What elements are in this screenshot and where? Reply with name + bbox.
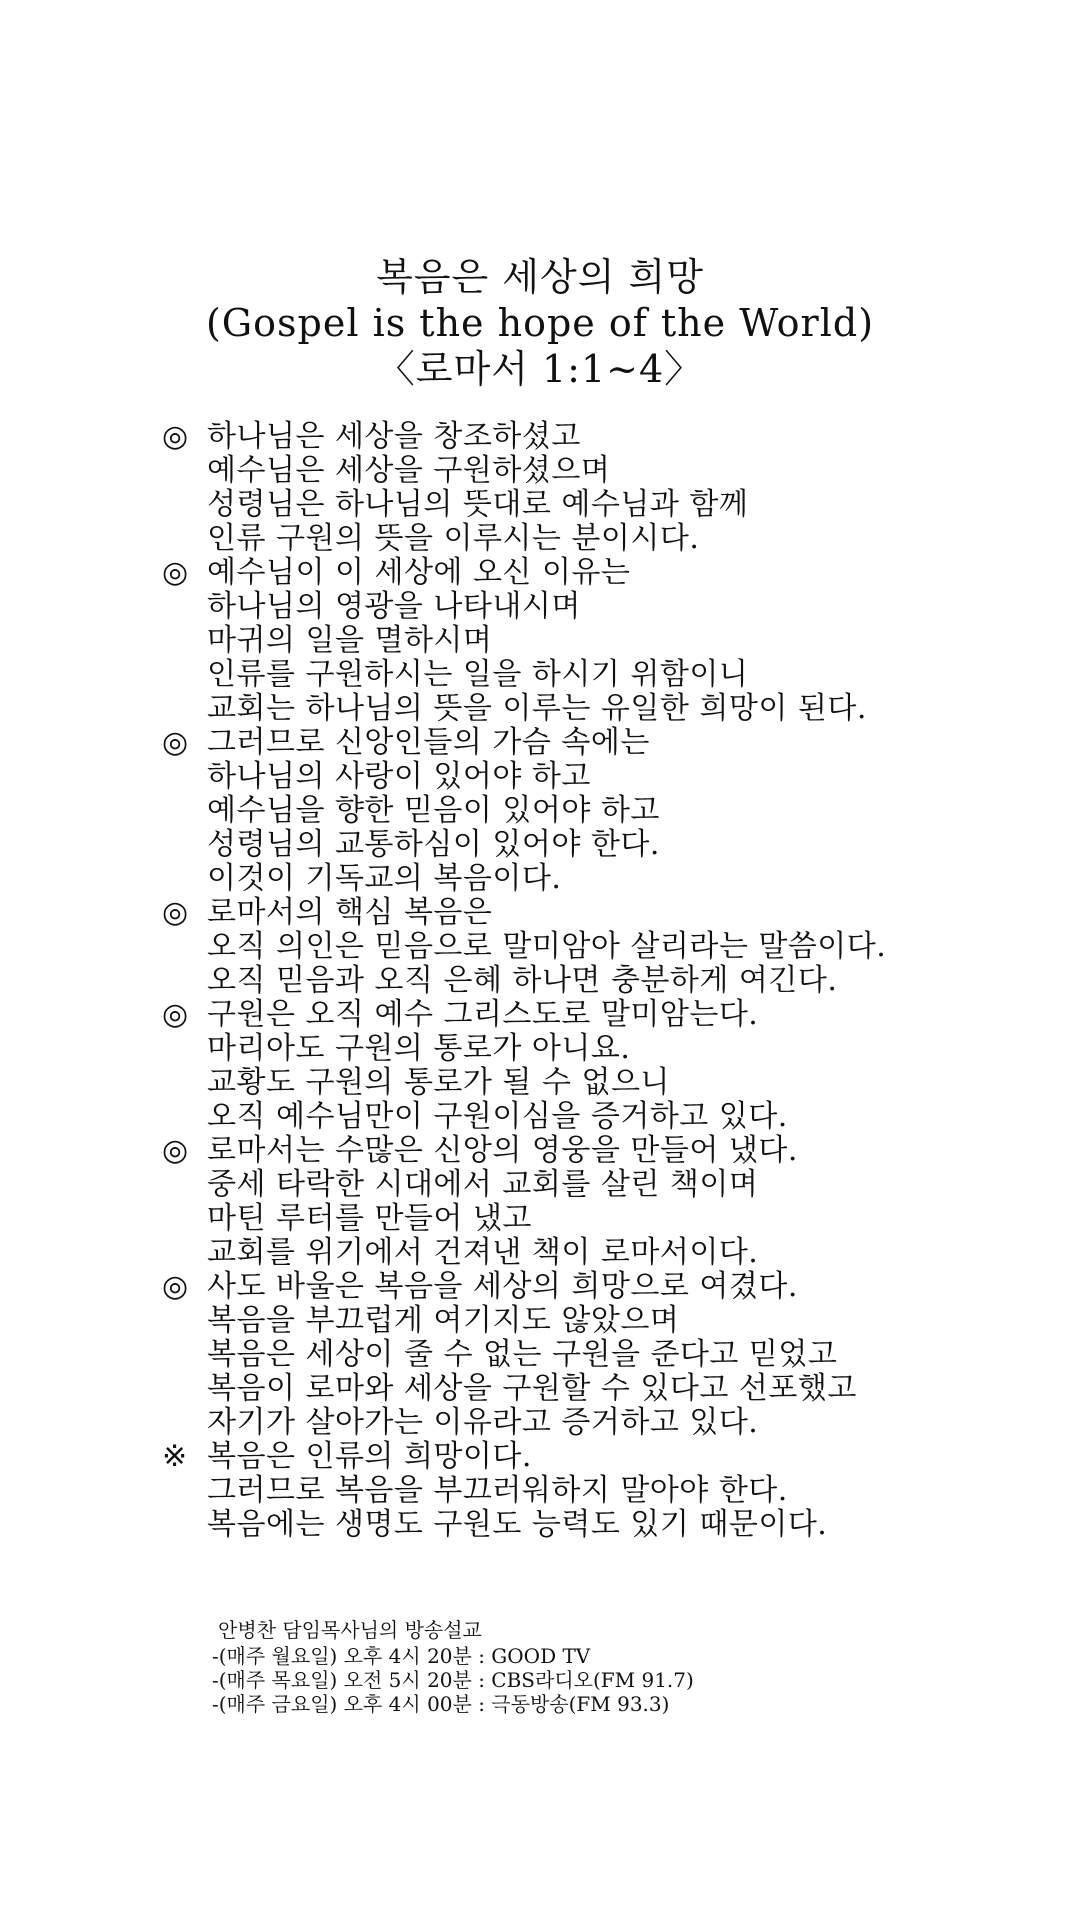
section-line: 복음은 세상이 줄 수 없는 구원을 준다고 믿었고 xyxy=(207,1337,838,1372)
reference-mark: ※ xyxy=(162,1439,188,1474)
section-line: 복음에는 생명도 구원도 능력도 있기 때문이다. xyxy=(207,1507,828,1542)
section-row xyxy=(162,1474,1042,1508)
section-line: 성령님은 하나님의 뜻대로 예수님과 함께 xyxy=(207,487,749,522)
section-line: 로마서의 핵심 복음은 xyxy=(207,895,493,930)
section-line: 마틴 루터를 만들어 냈고 xyxy=(207,1201,532,1236)
section-row xyxy=(162,1066,1042,1100)
section-1 xyxy=(162,420,1042,556)
section-row xyxy=(162,1440,1042,1474)
section-row xyxy=(162,1168,1042,1202)
section-row xyxy=(162,1372,1042,1406)
broadcast-schedule-item: -(매주 월요일) 오후 4시 20분 : GOOD TV xyxy=(212,1644,591,1668)
section-line: 예수님은 세상을 구원하셨으며 xyxy=(207,453,611,488)
sermon-body xyxy=(162,420,1042,1542)
bullet-marker: ◎ xyxy=(162,1269,189,1304)
section-row xyxy=(162,1100,1042,1134)
bullet-marker: ◎ xyxy=(162,997,189,1032)
section-3 xyxy=(162,726,1042,896)
section-row xyxy=(162,420,1042,454)
section-line: 오직 예수님만이 구원이심을 증거하고 있다. xyxy=(207,1099,788,1134)
section-7 xyxy=(162,1270,1042,1440)
section-row xyxy=(162,522,1042,556)
broadcast-info xyxy=(212,1616,912,1716)
bullet-marker: ◎ xyxy=(162,895,189,930)
section-6 xyxy=(162,1134,1042,1270)
broadcast-schedule-item: -(매주 금요일) 오후 4시 00분 : 극동방송(FM 93.3) xyxy=(212,1692,670,1716)
section-row xyxy=(162,624,1042,658)
section-line: 예수님을 향한 믿음이 있어야 하고 xyxy=(207,793,660,828)
section-8 xyxy=(162,1440,1042,1542)
section-row xyxy=(162,930,1042,964)
bullet-marker: ◎ xyxy=(162,725,189,760)
section-row xyxy=(162,1032,1042,1066)
section-row xyxy=(162,760,1042,794)
section-row xyxy=(162,1202,1042,1236)
section-line: 인류 구원의 뜻을 이루시는 분이시다. xyxy=(207,521,700,556)
section-line: 하나님의 영광을 나타내시며 xyxy=(207,589,581,624)
section-line: 교황도 구원의 통로가 될 수 없으니 xyxy=(207,1065,670,1100)
section-row xyxy=(162,964,1042,998)
section-row xyxy=(162,488,1042,522)
section-row xyxy=(162,828,1042,862)
scripture-reference: 〈로마서 1:1~4〉 xyxy=(376,347,704,391)
section-4 xyxy=(162,896,1042,998)
bullet-marker: ◎ xyxy=(162,555,189,590)
section-row xyxy=(162,998,1042,1032)
section-line: 오직 의인은 믿음으로 말미암아 살리라는 말씀이다. xyxy=(207,929,887,964)
section-line: 성령님의 교통하심이 있어야 한다. xyxy=(207,827,660,862)
section-line: 예수님이 이 세상에 오신 이유는 xyxy=(207,555,631,590)
section-line: 로마서는 수많은 신앙의 영웅을 만들어 냈다. xyxy=(207,1133,798,1168)
section-row xyxy=(162,658,1042,692)
section-row xyxy=(162,1304,1042,1338)
broadcast-schedule-item: -(매주 목요일) 오전 5시 20분 : CBS라디오(FM 91.7) xyxy=(212,1668,694,1692)
section-line: 복음이 로마와 세상을 구원할 수 있다고 선포했고 xyxy=(207,1371,857,1406)
section-line: 마리아도 구원의 통로가 아니요. xyxy=(207,1031,631,1066)
section-5 xyxy=(162,998,1042,1134)
section-line: 사도 바울은 복음을 세상의 희망으로 여겼다. xyxy=(207,1269,798,1304)
bullet-marker: ◎ xyxy=(162,419,189,454)
section-row xyxy=(162,1508,1042,1542)
section-line: 그러므로 신앙인들의 가슴 속에는 xyxy=(207,725,650,760)
section-row xyxy=(162,1236,1042,1270)
sermon-title-english: (Gospel is the hope of the World) xyxy=(205,301,875,345)
section-row xyxy=(162,1338,1042,1372)
section-line: 오직 믿음과 오직 은혜 하나면 충분하게 여긴다. xyxy=(207,963,838,998)
title-block xyxy=(0,254,1080,392)
section-line: 그러므로 복음을 부끄러워하지 말아야 한다. xyxy=(207,1473,788,1508)
section-line: 자기가 살아가는 이유라고 증거하고 있다. xyxy=(207,1405,759,1440)
section-line: 마귀의 일을 멸하시며 xyxy=(207,623,493,658)
section-row xyxy=(162,454,1042,488)
section-row xyxy=(162,692,1042,726)
bullet-marker: ◎ xyxy=(162,1133,189,1168)
section-line: 중세 타락한 시대에서 교회를 살린 책이며 xyxy=(207,1167,759,1202)
section-line: 하나님의 사랑이 있어야 하고 xyxy=(207,759,591,794)
section-row xyxy=(162,862,1042,896)
section-line: 복음을 부끄럽게 여기지도 않았으며 xyxy=(207,1303,680,1338)
section-line: 교회는 하나님의 뜻을 이루는 유일한 희망이 된다. xyxy=(207,691,867,726)
section-row xyxy=(162,794,1042,828)
section-line: 구원은 오직 예수 그리스도로 말미암는다. xyxy=(207,997,759,1032)
section-row xyxy=(162,896,1042,930)
section-row xyxy=(162,590,1042,624)
section-line: 복음은 인류의 희망이다. xyxy=(207,1439,532,1474)
section-line: 하나님은 세상을 창조하셨고 xyxy=(207,419,581,454)
section-row xyxy=(162,1134,1042,1168)
section-row xyxy=(162,1406,1042,1440)
sermon-title: 복음은 세상의 희망 xyxy=(376,255,704,299)
section-line: 교회를 위기에서 건져낸 책이 로마서이다. xyxy=(207,1235,759,1270)
broadcast-heading: 안병찬 담임목사님의 방송설교 xyxy=(218,1618,482,1642)
section-2 xyxy=(162,556,1042,726)
section-row xyxy=(162,726,1042,760)
section-line: 이것이 기독교의 복음이다. xyxy=(207,861,562,896)
section-row xyxy=(162,1270,1042,1304)
section-row xyxy=(162,556,1042,590)
section-line: 인류를 구원하시는 일을 하시기 위함이니 xyxy=(207,657,749,692)
